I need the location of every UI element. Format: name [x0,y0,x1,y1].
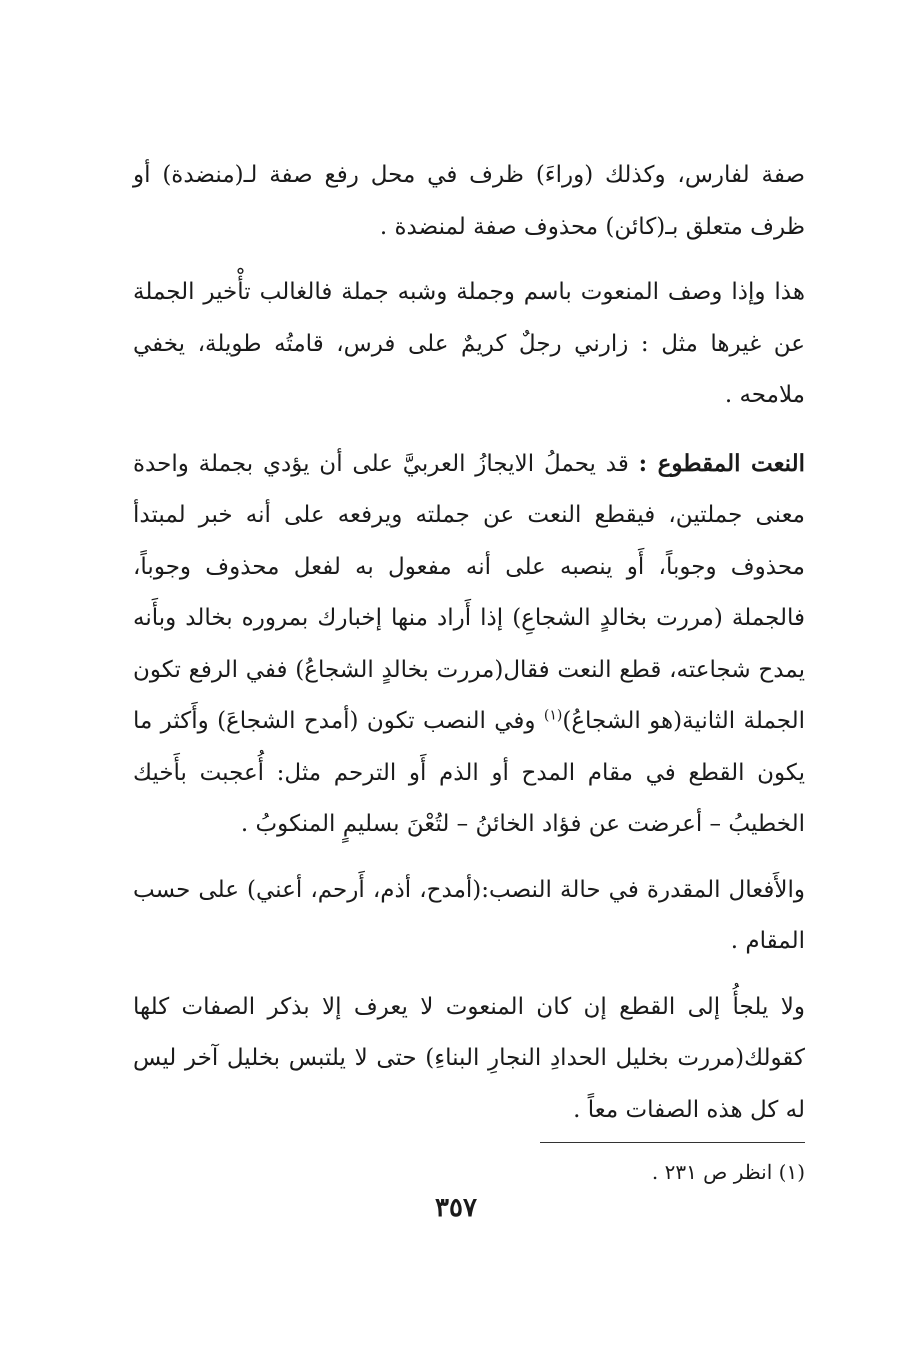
paragraph-2: هذا وإذا وصف المنعوت باسم وجملة وشبه جملة فالغالب تأْخير الجملة عن غيرها مثل : زارني رجلٌ كريمٌ على فرس، قامتُه طويلة، يخفي ملامحه . [133,279,805,408]
paragraph-3 [133,438,805,851]
page-number: ٣٥٧ [435,1193,477,1223]
paragraph-4: والأَفعال المقدرة في حالة النصب:(أمدح، أذم، أَرحم، أعني) على حسب المقام . [133,876,805,954]
body-text [133,150,805,1136]
footnote-divider [540,1142,805,1143]
footnote-reference: (١) [543,707,563,724]
paragraph-5: ولا يلجأُ إلى القطع إن كان المنعوت لا يعرف إلا بذكر الصفات كلها كقولك(مررت بخليل الحدادِ النجارِ البناءِ) حتى لا يلتبس بخليل آخر ليس له كل هذه الصفات معاً . [133,993,805,1123]
footnote: (١) انظر ص ٢٣١ . [651,1160,805,1184]
paragraph-3-text-a: قد يحملُ الايجازُ العربيَّ على أن يؤدي بجملة واحدة معنى جملتين، فيقطع النعت عن جملته ويرفعه على أنه خبر لمبتدأ محذوف وجوباً، أَو ينصبه على أنه مفعول به لفعل محذوف وجوباً، فالجملة (مررت بخالدٍ الشجاعِ) إذا أَراد منها إخبارك بمروره بخالد وبأَنه يمدح شجاعته، قطع النعت فقال(مررت بخالدٍ الشجاعُ) ففي الرفع تكون الجملة الثانية(هو الشجاعُ) [133,450,805,734]
paragraph-3-text-b: وفي النصب تكون (أمدح الشجاعَ) وأَكثر ما يكون القطع في مقام المدح أو الذم أَو الترحم مثل: أُعجبت بأَخيك الخطيبُ – أعرضت عن فؤاد الخائنُ – لتُعْنَ بسليمٍ المنكوبُ . [133,708,805,837]
paragraph-1: صفة لفارس، وكذلك (وراءَ) ظرف في محل رفع صفة لـ(منضدة) أو ظرف متعلق بـ(كائن) محذوف صفة لمنضدة . [133,162,805,240]
section-term: النعت المقطوع : [638,449,806,477]
